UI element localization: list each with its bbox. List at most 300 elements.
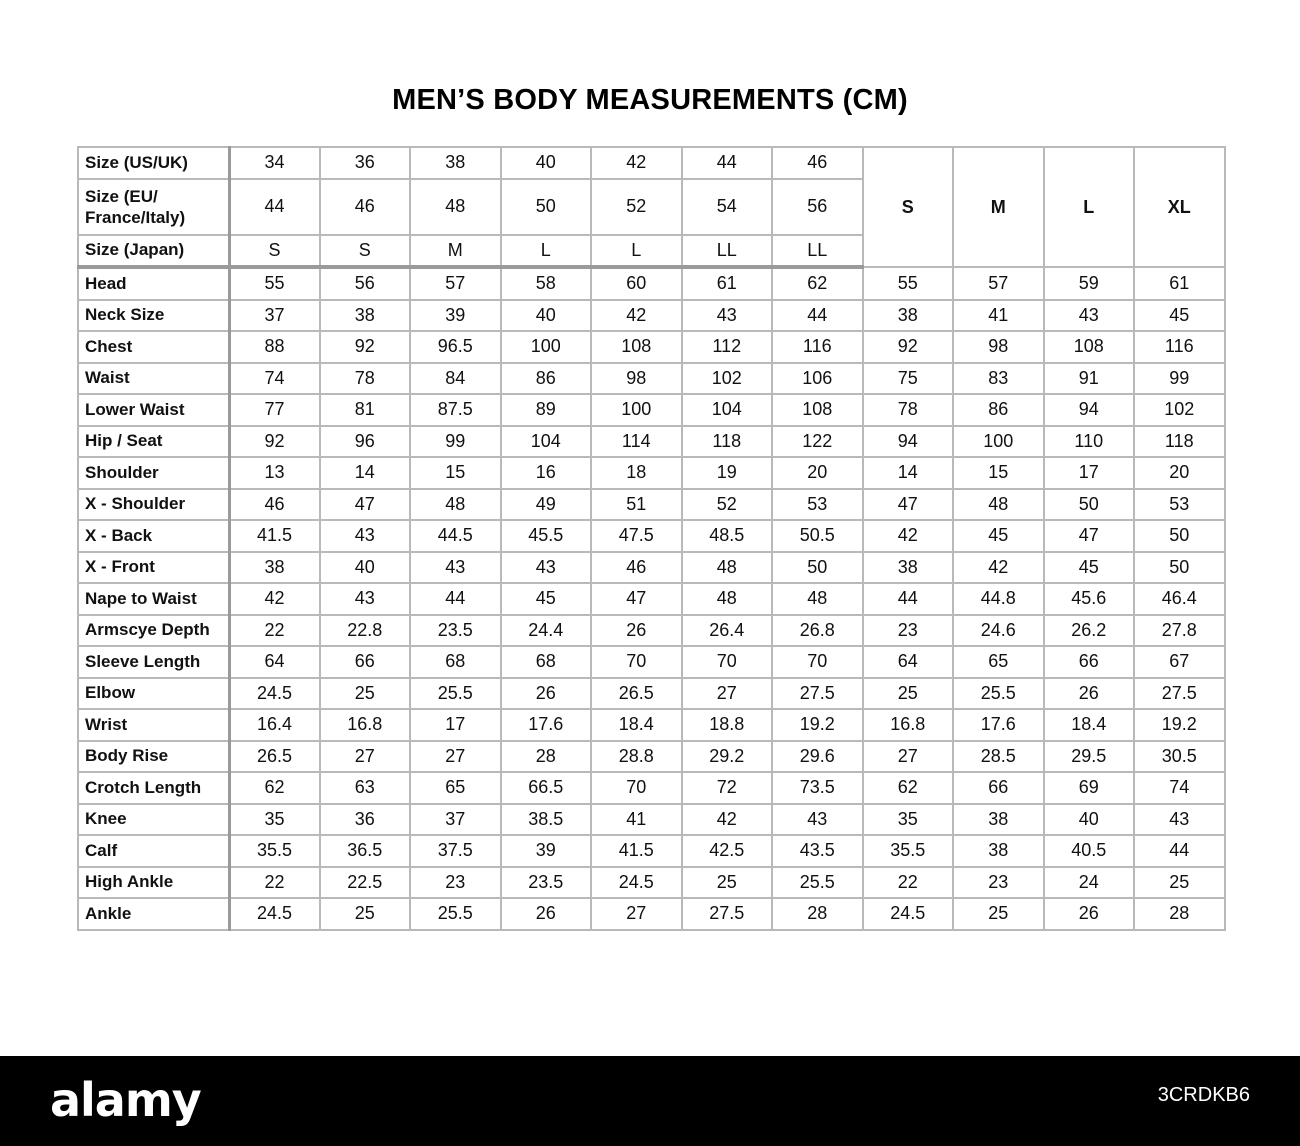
row-label: Nape to Waist (78, 583, 229, 615)
table-cell: 43 (772, 804, 863, 836)
table-cell: 35 (863, 804, 954, 836)
table-cell: 99 (410, 426, 501, 458)
table-cell: 26 (501, 898, 592, 930)
table-cell: 37.5 (410, 835, 501, 867)
size-cell: 48 (410, 179, 501, 235)
table-cell: 114 (591, 426, 682, 458)
table-cell: 46 (229, 489, 320, 521)
table-cell: 26 (591, 615, 682, 647)
table-row (78, 363, 1225, 395)
table-row (78, 772, 1225, 804)
table-cell: 100 (591, 394, 682, 426)
table-cell: 25 (1134, 867, 1225, 899)
table-cell: 18.4 (591, 709, 682, 741)
table-cell: 28.5 (953, 741, 1044, 773)
table-cell: 27 (320, 741, 411, 773)
table-cell: 43 (1044, 300, 1135, 332)
table-cell: 43 (320, 520, 411, 552)
size-cell: M (410, 235, 501, 268)
table-cell: 49 (501, 489, 592, 521)
table-cell: 100 (953, 426, 1044, 458)
table-row (78, 804, 1225, 836)
table-row (78, 678, 1225, 710)
table-cell: 15 (410, 457, 501, 489)
table-cell: 42 (229, 583, 320, 615)
size-cell: L (591, 235, 682, 268)
table-cell: 19 (682, 457, 773, 489)
size-cell: S (320, 235, 411, 268)
table-cell: 22.8 (320, 615, 411, 647)
table-cell: 24.5 (863, 898, 954, 930)
table-cell: 22 (229, 615, 320, 647)
table-cell: 17.6 (953, 709, 1044, 741)
row-label: Chest (78, 331, 229, 363)
table-cell: 118 (1134, 426, 1225, 458)
table-cell: 18.4 (1044, 709, 1135, 741)
table-cell: 67 (1134, 646, 1225, 678)
table-cell: 77 (229, 394, 320, 426)
table-cell: 48 (682, 583, 773, 615)
table-cell: 48.5 (682, 520, 773, 552)
footer-bar (0, 1056, 1300, 1146)
table-cell: 42 (682, 804, 773, 836)
table-cell: 39 (410, 300, 501, 332)
table-cell: 64 (229, 646, 320, 678)
table-cell: 94 (863, 426, 954, 458)
table-cell: 47 (320, 489, 411, 521)
table-cell: 28.8 (591, 741, 682, 773)
table-cell: 53 (1134, 489, 1225, 521)
table-cell: 45 (1044, 552, 1135, 584)
table-cell: 63 (320, 772, 411, 804)
table-cell: 61 (682, 267, 773, 300)
table-cell: 25.5 (953, 678, 1044, 710)
table-cell: 38 (953, 804, 1044, 836)
table-cell: 38 (320, 300, 411, 332)
table-cell: 52 (682, 489, 773, 521)
table-cell: 20 (772, 457, 863, 489)
size-cell: 52 (591, 179, 682, 235)
table-cell: 25.5 (772, 867, 863, 899)
table-cell: 92 (229, 426, 320, 458)
table-cell: 15 (953, 457, 1044, 489)
table-row (78, 267, 1225, 300)
table-cell: 89 (501, 394, 592, 426)
table-cell: 102 (1134, 394, 1225, 426)
table-cell: 23 (953, 867, 1044, 899)
table-row (78, 615, 1225, 647)
table-cell: 50 (1134, 520, 1225, 552)
table-cell: 25 (682, 867, 773, 899)
table-cell: 45 (501, 583, 592, 615)
table-cell: 84 (410, 363, 501, 395)
table-cell: 112 (682, 331, 773, 363)
letter-size-header: S (863, 147, 954, 267)
table-cell: 58 (501, 267, 592, 300)
size-cell: LL (772, 235, 863, 268)
table-cell: 56 (320, 267, 411, 300)
table-cell: 61 (1134, 267, 1225, 300)
table-cell: 16.4 (229, 709, 320, 741)
table-cell: 35.5 (863, 835, 954, 867)
table-cell: 13 (229, 457, 320, 489)
table-cell: 92 (863, 331, 954, 363)
table-cell: 104 (682, 394, 773, 426)
size-cell: 34 (229, 147, 320, 179)
table-cell: 81 (320, 394, 411, 426)
table-cell: 48 (772, 583, 863, 615)
table-cell: 27 (682, 678, 773, 710)
row-label: High Ankle (78, 867, 229, 899)
table-cell: 42 (591, 300, 682, 332)
table-cell: 24.6 (953, 615, 1044, 647)
table-cell: 62 (863, 772, 954, 804)
table-cell: 28 (1134, 898, 1225, 930)
table-cell: 108 (772, 394, 863, 426)
table-cell: 50 (1044, 489, 1135, 521)
table-cell: 29.5 (1044, 741, 1135, 773)
table-cell: 42.5 (682, 835, 773, 867)
table-cell: 18 (591, 457, 682, 489)
table-cell: 30.5 (1134, 741, 1225, 773)
table-cell: 22 (863, 867, 954, 899)
table-cell: 37 (229, 300, 320, 332)
table-cell: 98 (591, 363, 682, 395)
table-cell: 40.5 (1044, 835, 1135, 867)
row-label: Waist (78, 363, 229, 395)
table-cell: 27 (591, 898, 682, 930)
table-row (78, 867, 1225, 899)
table-cell: 102 (682, 363, 773, 395)
table-cell: 106 (772, 363, 863, 395)
table-cell: 104 (501, 426, 592, 458)
table-cell: 24.5 (229, 898, 320, 930)
table-cell: 92 (320, 331, 411, 363)
table-cell: 24 (1044, 867, 1135, 899)
table-cell: 41 (953, 300, 1044, 332)
row-label: Head (78, 267, 229, 300)
table-cell: 110 (1044, 426, 1135, 458)
table-cell: 14 (863, 457, 954, 489)
table-cell: 26 (1044, 898, 1135, 930)
table-cell: 38 (229, 552, 320, 584)
table-cell: 65 (953, 646, 1044, 678)
row-label: Neck Size (78, 300, 229, 332)
table-cell: 27 (410, 741, 501, 773)
table-row (78, 741, 1225, 773)
table-cell: 39 (501, 835, 592, 867)
letter-size-header: L (1044, 147, 1135, 267)
table-cell: 16 (501, 457, 592, 489)
table-row (78, 394, 1225, 426)
table-cell: 70 (591, 772, 682, 804)
table-cell: 57 (410, 267, 501, 300)
table-cell: 41.5 (229, 520, 320, 552)
table-row (78, 426, 1225, 458)
table-cell: 44.8 (953, 583, 1044, 615)
table-cell: 26.2 (1044, 615, 1135, 647)
table-cell: 24.5 (229, 678, 320, 710)
table-cell: 36 (320, 804, 411, 836)
table-cell: 26.4 (682, 615, 773, 647)
table-cell: 122 (772, 426, 863, 458)
table-cell: 42 (863, 520, 954, 552)
table-cell: 108 (591, 331, 682, 363)
size-cell: 42 (591, 147, 682, 179)
size-cell: 44 (682, 147, 773, 179)
table-cell: 48 (953, 489, 1044, 521)
table-cell: 44.5 (410, 520, 501, 552)
row-label: Knee (78, 804, 229, 836)
table-cell: 27 (863, 741, 954, 773)
table-cell: 24.4 (501, 615, 592, 647)
table-cell: 83 (953, 363, 1044, 395)
row-label: Shoulder (78, 457, 229, 489)
table-cell: 35 (229, 804, 320, 836)
table-row (78, 331, 1225, 363)
table-cell: 100 (501, 331, 592, 363)
table-row (78, 646, 1225, 678)
size-cell: 36 (320, 147, 411, 179)
row-label: Armscye Depth (78, 615, 229, 647)
row-label: Body Rise (78, 741, 229, 773)
table-cell: 72 (682, 772, 773, 804)
table-cell: 27.8 (1134, 615, 1225, 647)
size-cell: 50 (501, 179, 592, 235)
table-cell: 87.5 (410, 394, 501, 426)
table-cell: 70 (591, 646, 682, 678)
table-cell: 44 (1134, 835, 1225, 867)
table-cell: 25.5 (410, 898, 501, 930)
table-cell: 47 (1044, 520, 1135, 552)
row-label: Ankle (78, 898, 229, 930)
table-cell: 96.5 (410, 331, 501, 363)
table-cell: 64 (863, 646, 954, 678)
size-cell: 40 (501, 147, 592, 179)
table-cell: 38.5 (501, 804, 592, 836)
table-cell: 43 (320, 583, 411, 615)
table-cell: 23 (410, 867, 501, 899)
table-cell: 53 (772, 489, 863, 521)
table-cell: 28 (772, 898, 863, 930)
image-id: 3CRDKB6 (1157, 1084, 1250, 1106)
table-cell: 73.5 (772, 772, 863, 804)
table-cell: 27.5 (1134, 678, 1225, 710)
table-cell: 68 (410, 646, 501, 678)
table-row (78, 520, 1225, 552)
size-cell: 38 (410, 147, 501, 179)
table-cell: 86 (953, 394, 1044, 426)
table-cell: 43 (410, 552, 501, 584)
size-cell: 56 (772, 179, 863, 235)
size-cell: L (501, 235, 592, 268)
page-title: MEN’S BODY MEASUREMENTS (CM) (392, 84, 908, 116)
table-cell: 42 (953, 552, 1044, 584)
table-cell: 25 (953, 898, 1044, 930)
table-cell: 74 (229, 363, 320, 395)
row-label: Size (US/UK) (78, 147, 229, 179)
table-row (78, 489, 1225, 521)
table-cell: 40 (320, 552, 411, 584)
table-cell: 50.5 (772, 520, 863, 552)
table-cell: 45.5 (501, 520, 592, 552)
table-row (78, 300, 1225, 332)
row-label: Sleeve Length (78, 646, 229, 678)
table-cell: 78 (320, 363, 411, 395)
row-label: Crotch Length (78, 772, 229, 804)
table-cell: 29.6 (772, 741, 863, 773)
size-cell: S (229, 235, 320, 268)
table-row (78, 457, 1225, 489)
size-cell: 46 (320, 179, 411, 235)
table-cell: 43 (682, 300, 773, 332)
table-cell: 23.5 (501, 867, 592, 899)
table-cell: 66.5 (501, 772, 592, 804)
table-row (78, 835, 1225, 867)
table-cell: 48 (410, 489, 501, 521)
table-cell: 108 (1044, 331, 1135, 363)
table-cell: 116 (1134, 331, 1225, 363)
table-cell: 27.5 (772, 678, 863, 710)
table-cell: 17 (410, 709, 501, 741)
table-cell: 51 (591, 489, 682, 521)
table-cell: 70 (772, 646, 863, 678)
table-cell: 65 (410, 772, 501, 804)
table-cell: 26.5 (229, 741, 320, 773)
table-cell: 66 (320, 646, 411, 678)
table-cell: 22.5 (320, 867, 411, 899)
table-cell: 88 (229, 331, 320, 363)
table-cell: 43 (501, 552, 592, 584)
table-cell: 26 (501, 678, 592, 710)
row-label: Wrist (78, 709, 229, 741)
table-cell: 69 (1044, 772, 1135, 804)
table-cell: 59 (1044, 267, 1135, 300)
table-cell: 78 (863, 394, 954, 426)
size-cell: 54 (682, 179, 773, 235)
row-label: Lower Waist (78, 394, 229, 426)
table-cell: 50 (772, 552, 863, 584)
row-label: X - Shoulder (78, 489, 229, 521)
table-cell: 40 (501, 300, 592, 332)
table-cell: 20 (1134, 457, 1225, 489)
table-cell: 16.8 (863, 709, 954, 741)
table-cell: 57 (953, 267, 1044, 300)
table-cell: 41 (591, 804, 682, 836)
table-cell: 50 (1134, 552, 1225, 584)
table-cell: 116 (772, 331, 863, 363)
table-cell: 47.5 (591, 520, 682, 552)
row-label: Size (Japan) (78, 235, 229, 268)
row-label: X - Front (78, 552, 229, 584)
table-cell: 66 (953, 772, 1044, 804)
table-cell: 86 (501, 363, 592, 395)
table-cell: 28 (501, 741, 592, 773)
table-cell: 43.5 (772, 835, 863, 867)
table-cell: 41.5 (591, 835, 682, 867)
row-label: Size (EU/ France/Italy) (78, 179, 229, 235)
size-cell: 46 (772, 147, 863, 179)
table-row (78, 709, 1225, 741)
table-cell: 18.8 (682, 709, 773, 741)
table-cell: 25 (320, 898, 411, 930)
table-cell: 118 (682, 426, 773, 458)
table-cell: 17.6 (501, 709, 592, 741)
table-cell: 40 (1044, 804, 1135, 836)
table-cell: 55 (229, 267, 320, 300)
table-cell: 38 (863, 300, 954, 332)
table-cell: 37 (410, 804, 501, 836)
table-cell: 45.6 (1044, 583, 1135, 615)
table-cell: 44 (863, 583, 954, 615)
table-cell: 35.5 (229, 835, 320, 867)
table-cell: 99 (1134, 363, 1225, 395)
table-cell: 62 (229, 772, 320, 804)
table-cell: 44 (410, 583, 501, 615)
table-row (78, 552, 1225, 584)
table-cell: 47 (863, 489, 954, 521)
table-cell: 75 (863, 363, 954, 395)
table-row (78, 583, 1225, 615)
table-cell: 74 (1134, 772, 1225, 804)
table-cell: 55 (863, 267, 954, 300)
table-cell: 47 (591, 583, 682, 615)
table-cell: 17 (1044, 457, 1135, 489)
table-cell: 36.5 (320, 835, 411, 867)
table-cell: 29.2 (682, 741, 773, 773)
table-cell: 96 (320, 426, 411, 458)
table-cell: 24.5 (591, 867, 682, 899)
row-label: Elbow (78, 678, 229, 710)
table-cell: 46 (591, 552, 682, 584)
table-cell: 48 (682, 552, 773, 584)
row-label: X - Back (78, 520, 229, 552)
table-cell: 27.5 (682, 898, 773, 930)
alamy-logo: alamy (50, 1073, 201, 1127)
table-cell: 94 (1044, 394, 1135, 426)
table-cell: 38 (953, 835, 1044, 867)
table-cell: 38 (863, 552, 954, 584)
size-cell: LL (682, 235, 773, 268)
table-cell: 44 (772, 300, 863, 332)
table-cell: 23 (863, 615, 954, 647)
table-cell: 66 (1044, 646, 1135, 678)
table-row (78, 898, 1225, 930)
row-label: Hip / Seat (78, 426, 229, 458)
table-cell: 25 (863, 678, 954, 710)
table-cell: 23.5 (410, 615, 501, 647)
table-cell: 25 (320, 678, 411, 710)
row-label: Calf (78, 835, 229, 867)
table-cell: 25.5 (410, 678, 501, 710)
table-cell: 91 (1044, 363, 1135, 395)
size-cell: 44 (229, 179, 320, 235)
table-cell: 19.2 (1134, 709, 1225, 741)
table-cell: 22 (229, 867, 320, 899)
table-cell: 26.8 (772, 615, 863, 647)
table-cell: 26.5 (591, 678, 682, 710)
table-cell: 43 (1134, 804, 1225, 836)
table-cell: 46.4 (1134, 583, 1225, 615)
table-cell: 45 (953, 520, 1044, 552)
table-cell: 68 (501, 646, 592, 678)
table-cell: 26 (1044, 678, 1135, 710)
measurement-table (77, 146, 1226, 931)
header-row-us-uk (78, 147, 1225, 179)
table-cell: 16.8 (320, 709, 411, 741)
table-cell: 62 (772, 267, 863, 300)
table-cell: 60 (591, 267, 682, 300)
